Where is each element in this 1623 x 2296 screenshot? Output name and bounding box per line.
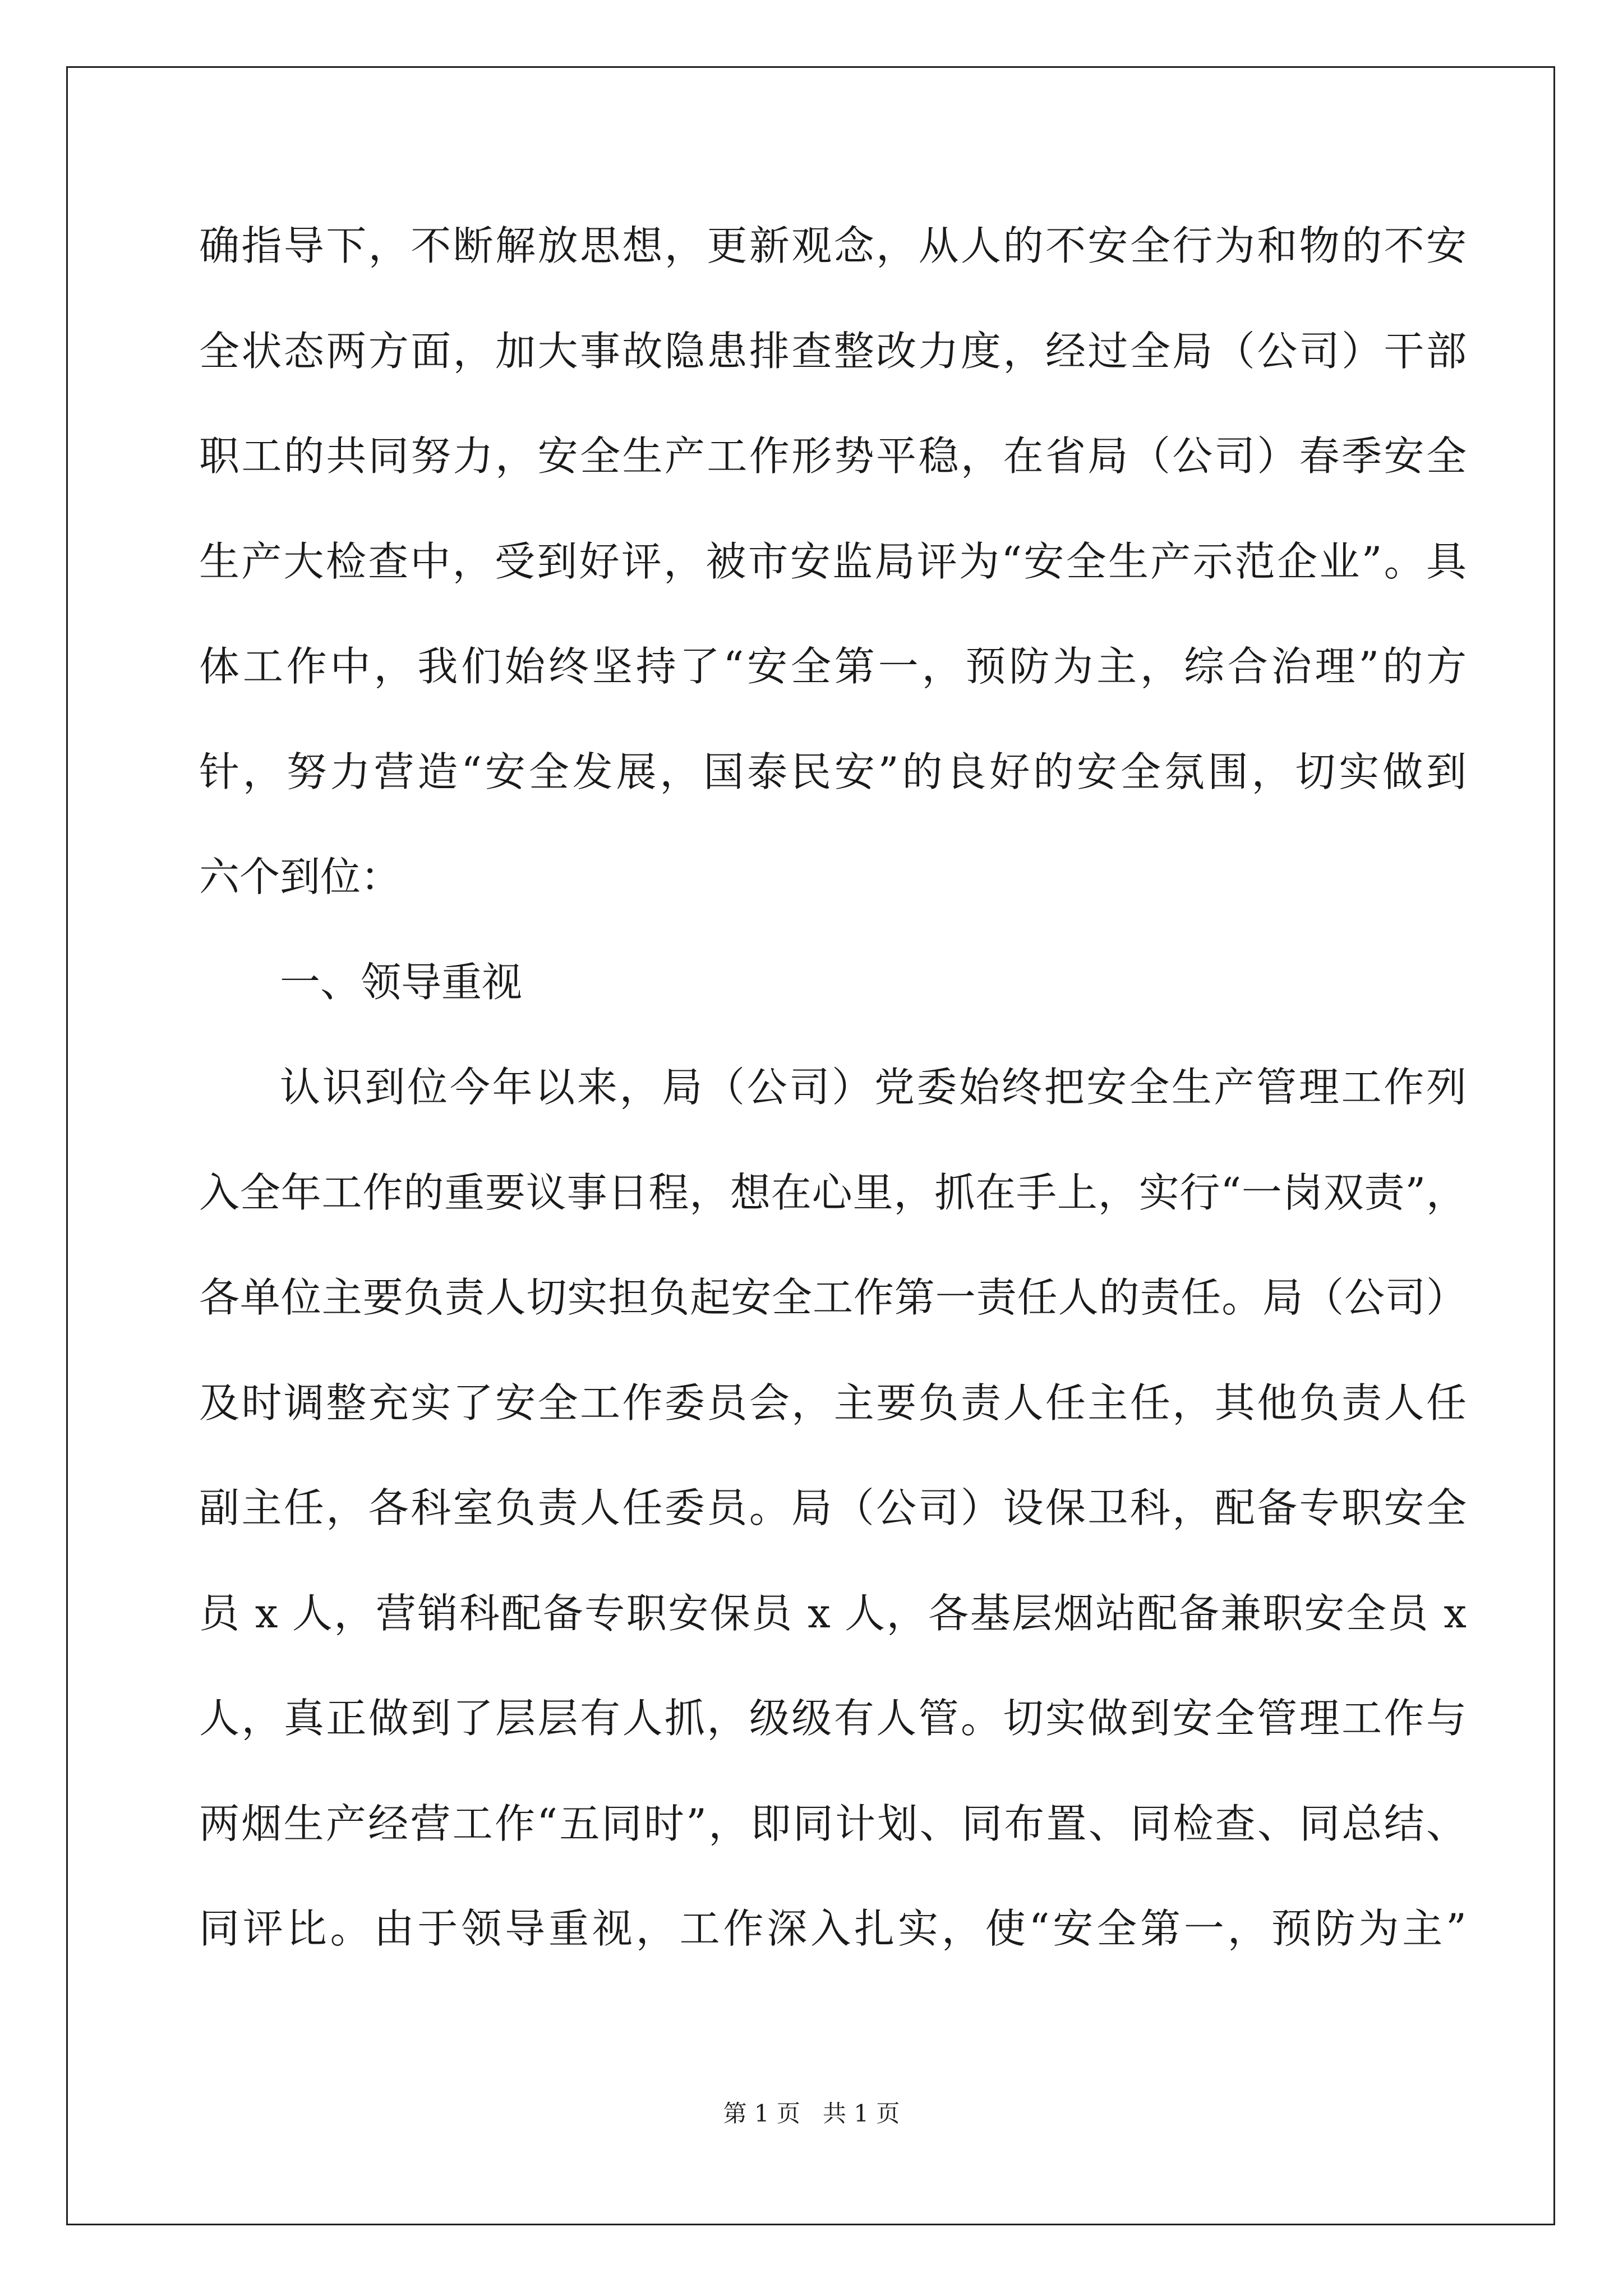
text-line: 全状态两方面，加大事故隐患排查整改力度，经过全局（公司）干部 [199, 327, 1467, 375]
text-line: 体工作中，我们始终坚持了“安全第一，预防为主，综合治理”的方 [199, 643, 1467, 690]
page-total: 共 1 页 [823, 2100, 900, 2127]
text-line: 六个到位： [199, 853, 402, 900]
text-line: 副主任，各科室负责人任委员。局（公司）设保卫科，配备专职安全 [199, 1484, 1467, 1531]
text-line: 确指导下，不断解放思想，更新观念，从人的不安全行为和物的不安 [199, 222, 1467, 269]
text-line: 及时调整充实了安全工作委员会，主要负责人任主任，其他负责人任 [199, 1379, 1467, 1427]
text-line: 两烟生产经营工作“五同时”，即同计划、同布置、同检查、同总结、 [199, 1800, 1467, 1847]
document-body [199, 194, 1467, 1982]
section-heading: 一、领导重视 [280, 958, 523, 1006]
text-line: 生产大检查中，受到好评，被市安监局评为“安全生产示范企业”。具 [199, 537, 1467, 585]
text-line: 同评比。由于领导重视，工作深入扎实，使“安全第一，预防为主” [199, 1905, 1467, 1952]
text-line: 各单位主要负责人切实担负起安全工作第一责任人的责任。局（公司） [199, 1274, 1467, 1321]
text-line: 人，真正做到了层层有人抓，级级有人管。切实做到安全管理工作与 [199, 1695, 1467, 1742]
page-number: 第 1 页 [723, 2100, 800, 2127]
page-footer [0, 2095, 1623, 2129]
text-line: 员 x 人，营销科配备专职安保员 x 人，各基层烟站配备兼职安全员 x [199, 1589, 1467, 1637]
paragraph-first-line: 认识到位今年以来，局（公司）党委始终把安全生产管理工作列 [280, 1064, 1467, 1111]
text-line: 职工的共同努力，安全生产工作形势平稳，在省局（公司）春季安全 [199, 432, 1467, 480]
text-line: 入全年工作的重要议事日程，想在心里，抓在手上，实行“一岗双责”， [199, 1168, 1467, 1216]
text-line: 针，努力营造“安全发展，国泰民安”的良好的安全氛围，切实做到 [199, 748, 1467, 795]
